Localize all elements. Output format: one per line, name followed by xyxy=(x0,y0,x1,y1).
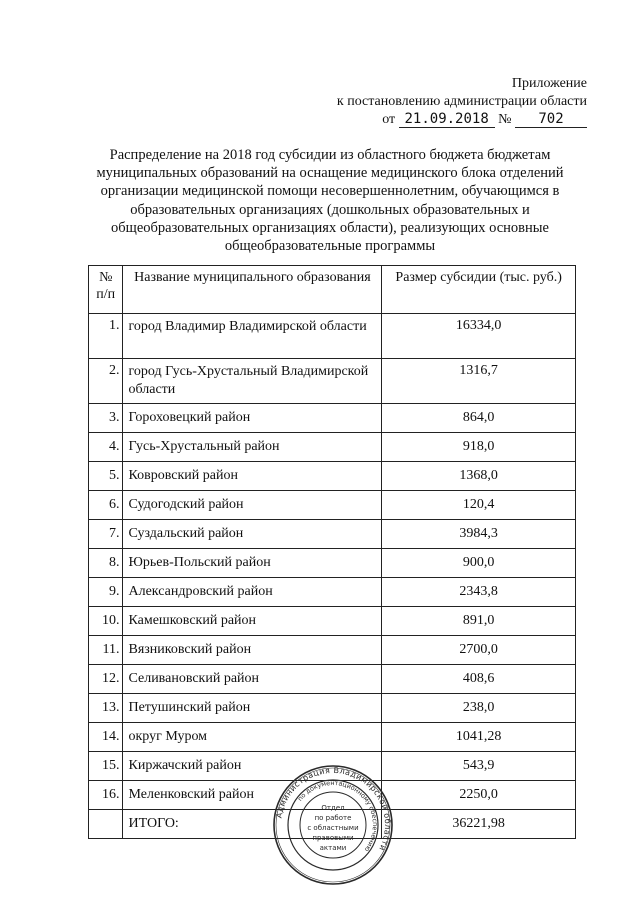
appendix-reference: к постановлению администрации области xyxy=(336,94,587,109)
table-row xyxy=(89,549,576,578)
subsidy-amount: 2700,0 xyxy=(382,636,576,665)
subsidy-amount: 864,0 xyxy=(382,404,576,433)
table-row xyxy=(89,578,576,607)
total-amount: 36221,98 xyxy=(382,810,576,839)
appendix-dateline xyxy=(287,111,587,129)
total-number-cell xyxy=(89,810,123,839)
row-number: 2. xyxy=(89,359,123,404)
row-number: 13. xyxy=(89,694,123,723)
table-row xyxy=(89,491,576,520)
table-row xyxy=(89,520,576,549)
subsidy-amount: 238,0 xyxy=(382,694,576,723)
row-number: 8. xyxy=(89,549,123,578)
svg-text:правовыми: правовыми xyxy=(312,834,354,842)
municipality-name: Петушинский район xyxy=(123,694,382,723)
row-number: 4. xyxy=(89,433,123,462)
header-number: № п/п xyxy=(89,266,123,314)
municipality-name: город Гусь-Хрустальный Владимирской области xyxy=(123,359,382,404)
subsidy-amount: 2343,8 xyxy=(382,578,576,607)
municipality-name: Александровский район xyxy=(123,578,382,607)
appendix-label: Приложение xyxy=(511,76,587,91)
municipality-name: Камешковский район xyxy=(123,607,382,636)
row-number: 3. xyxy=(89,404,123,433)
row-number: 16. xyxy=(89,781,123,810)
row-number: 1. xyxy=(89,314,123,359)
svg-text:актами: актами xyxy=(319,844,347,852)
table-row xyxy=(89,359,576,404)
svg-text:по документационному обеспечен: по документационному обеспечению xyxy=(295,778,380,854)
row-number: 10. xyxy=(89,607,123,636)
svg-text:по работе: по работе xyxy=(314,814,352,822)
municipality-name: Селивановский район xyxy=(123,665,382,694)
svg-text:Администрация Владимирской обл: Администрация Владимирской области xyxy=(274,765,393,853)
date-prefix: от xyxy=(382,112,396,127)
subsidy-amount: 2250,0 xyxy=(382,781,576,810)
row-number: 12. xyxy=(89,665,123,694)
row-number: 9. xyxy=(89,578,123,607)
municipality-name: Меленковский район xyxy=(123,781,382,810)
appendix-header xyxy=(287,75,587,129)
subsidy-amount: 543,9 xyxy=(382,752,576,781)
svg-text:Отдел: Отдел xyxy=(321,804,345,812)
row-number: 7. xyxy=(89,520,123,549)
municipality-name: Вязниковский район xyxy=(123,636,382,665)
table-row xyxy=(89,607,576,636)
subsidy-amount: 891,0 xyxy=(382,607,576,636)
table-row xyxy=(89,636,576,665)
municipality-name: город Владимир Владимирской области xyxy=(123,314,382,359)
municipality-name: Суздальский район xyxy=(123,520,382,549)
row-number: 14. xyxy=(89,723,123,752)
municipality-name: округ Муром xyxy=(123,723,382,752)
number-prefix: № xyxy=(498,112,512,127)
subsidy-table xyxy=(88,265,576,839)
table-row xyxy=(89,314,576,359)
total-label: ИТОГО: xyxy=(123,810,382,839)
decree-number: 702 xyxy=(515,111,587,128)
subsidy-amount: 1368,0 xyxy=(382,462,576,491)
official-seal xyxy=(272,764,394,886)
document-title: Распределение на 2018 год субсидии из областного бюджета бюджетам муниципальных образований на оснащение медицинского блока отделений организации медицинской помощи несовершеннолетним, обучающимся в образовательных организациях (дошкольных образовательных и общеобразовательных организациях области), реализующих основные общеобразовательные программы xyxy=(96,147,564,255)
subsidy-amount: 3984,3 xyxy=(382,520,576,549)
header-municipality: Название муниципального образования xyxy=(123,266,382,314)
municipality-name: Гусь-Хрустальный район xyxy=(123,433,382,462)
row-number: 5. xyxy=(89,462,123,491)
municipality-name: Киржачский район xyxy=(123,752,382,781)
table-row xyxy=(89,404,576,433)
subsidy-amount: 1316,7 xyxy=(382,359,576,404)
row-number: 11. xyxy=(89,636,123,665)
table-row xyxy=(89,462,576,491)
municipality-name: Гороховецкий район xyxy=(123,404,382,433)
municipality-name: Судогодский район xyxy=(123,491,382,520)
subsidy-amount: 918,0 xyxy=(382,433,576,462)
row-number: 6. xyxy=(89,491,123,520)
decree-date: 21.09.2018 xyxy=(399,111,495,128)
subsidy-amount: 120,4 xyxy=(382,491,576,520)
subsidy-amount: 1041,28 xyxy=(382,723,576,752)
table-row xyxy=(89,433,576,462)
subsidy-amount: 900,0 xyxy=(382,549,576,578)
row-number: 15. xyxy=(89,752,123,781)
subsidy-amount: 16334,0 xyxy=(382,314,576,359)
table-row xyxy=(89,694,576,723)
table-row xyxy=(89,665,576,694)
municipality-name: Ковровский район xyxy=(123,462,382,491)
table-header-row xyxy=(89,266,576,314)
municipality-name: Юрьев-Польский район xyxy=(123,549,382,578)
svg-text:с областными: с областными xyxy=(307,824,359,832)
header-subsidy-amount: Размер субсидии (тыс. руб.) xyxy=(382,266,576,314)
table-row xyxy=(89,723,576,752)
subsidy-amount: 408,6 xyxy=(382,665,576,694)
